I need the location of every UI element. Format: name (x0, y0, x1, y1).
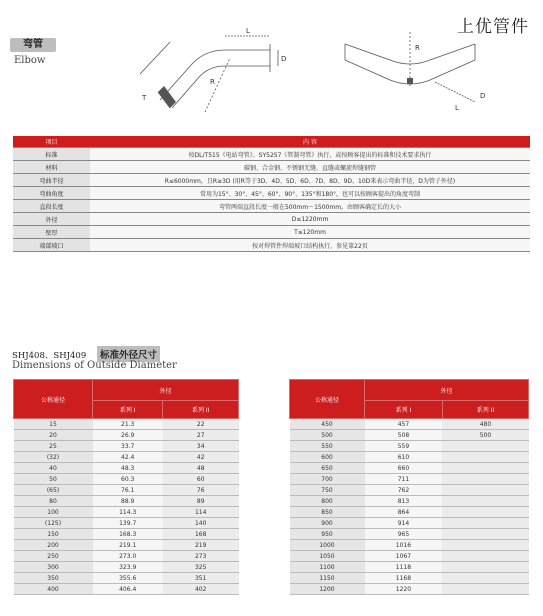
header-nominal-diameter: 公称通径 (14, 380, 93, 419)
cell-series-2 (442, 562, 528, 573)
spec-value: 常用为15°、30°、45°、60°、90°、135°和180°，也可以按顾客提出的角度弯制 (90, 187, 530, 200)
cell-series-1: 60.3 (93, 474, 163, 485)
cell-series-2 (442, 518, 528, 529)
cell-series-1: 660 (365, 463, 443, 474)
cell-nominal-diameter: 50 (14, 474, 93, 485)
table-row (14, 562, 239, 573)
cell-series-1: 1168 (365, 573, 443, 584)
cell-nominal-diameter: 1200 (290, 584, 365, 595)
spec-row (13, 213, 530, 226)
cell-series-1: 76.1 (93, 485, 163, 496)
spec-value: 按DL/T515《电站弯管》、SY5257《管制弯管》执行，或按顾客提出的标准和技术要求执行 (90, 148, 530, 161)
cell-series-1: 1118 (365, 562, 443, 573)
cell-nominal-diameter: 350 (14, 573, 93, 584)
cell-series-1: 508 (365, 430, 443, 441)
spec-value: T≤120mm (90, 226, 530, 239)
cell-series-1: 406.4 (93, 584, 163, 595)
cell-series-2: 34 (163, 441, 239, 452)
cell-series-2 (442, 573, 528, 584)
cell-series-1: 219.1 (93, 540, 163, 551)
table-row (290, 452, 529, 463)
table-row (290, 463, 529, 474)
dimension-table-right (289, 379, 529, 595)
spec-row (13, 239, 530, 252)
spec-key: 弯曲角度 (13, 187, 90, 200)
table-row (14, 584, 239, 595)
table-row (14, 430, 239, 441)
cell-nominal-diameter: 200 (14, 540, 93, 551)
cell-nominal-diameter: 40 (14, 463, 93, 474)
table-row (14, 496, 239, 507)
cell-nominal-diameter: 1100 (290, 562, 365, 573)
spec-key: 直段长度 (13, 200, 90, 213)
cell-nominal-diameter: 550 (290, 441, 365, 452)
cell-series-1: 48.3 (93, 463, 163, 474)
spec-header-row (13, 136, 530, 148)
cell-series-1: 762 (365, 485, 443, 496)
cell-nominal-diameter: 700 (290, 474, 365, 485)
cell-nominal-diameter: 500 (290, 430, 365, 441)
cell-nominal-diameter: 100 (14, 507, 93, 518)
cell-series-1: 610 (365, 452, 443, 463)
cell-series-2: 325 (163, 562, 239, 573)
cell-nominal-diameter: 15 (14, 419, 93, 430)
cell-series-2: 140 (163, 518, 239, 529)
cell-series-2: 48 (163, 463, 239, 474)
table-row (290, 518, 529, 529)
dimension-right-body (290, 419, 529, 595)
cell-series-1: 965 (365, 529, 443, 540)
cell-series-2: 402 (163, 584, 239, 595)
table-row (290, 496, 529, 507)
table-row (14, 452, 239, 463)
cell-series-2: 60 (163, 474, 239, 485)
spec-header-content: 内 容 (90, 136, 530, 148)
header-nominal-diameter-right: 公称通径 (290, 380, 365, 419)
table-row (290, 573, 529, 584)
cell-nominal-diameter: 80 (14, 496, 93, 507)
cell-nominal-diameter: (65) (14, 485, 93, 496)
cell-series-1: 559 (365, 441, 443, 452)
cell-series-2: 480 (442, 419, 528, 430)
table-row (290, 507, 529, 518)
cell-series-2: 22 (163, 419, 239, 430)
brand-name: 上优管件 (457, 17, 529, 37)
spec-body (13, 148, 530, 252)
table-row (14, 540, 239, 551)
section-title-en: Elbow (14, 55, 46, 66)
cell-series-1: 26.9 (93, 430, 163, 441)
spec-value: D≤1220mm (90, 213, 530, 226)
cell-series-1: 1220 (365, 584, 443, 595)
table-row (14, 485, 239, 496)
spec-value: 碳钢、合金钢、不锈钢无缝、直缝或螺旋焊缝钢管 (90, 161, 530, 174)
standard-title-en: Dimensions of Outside Diameter (12, 360, 177, 371)
cell-series-1: 355.6 (93, 573, 163, 584)
cell-nominal-diameter: 600 (290, 452, 365, 463)
label-R: R (210, 78, 215, 86)
table-row (14, 507, 239, 518)
cell-series-1: 914 (365, 518, 443, 529)
cell-series-2: 219 (163, 540, 239, 551)
cell-series-2 (442, 452, 528, 463)
header-series-2: 系列 II (163, 401, 239, 419)
cell-nominal-diameter: 450 (290, 419, 365, 430)
cell-series-2: 42 (163, 452, 239, 463)
spec-row (13, 200, 530, 213)
cell-series-2: 89 (163, 496, 239, 507)
dimension-table-left (13, 379, 239, 595)
table-row (14, 474, 239, 485)
table-row (290, 430, 529, 441)
cell-series-2 (442, 529, 528, 540)
table-row (290, 474, 529, 485)
cell-series-1: 813 (365, 496, 443, 507)
cell-series-1: 457 (365, 419, 443, 430)
spec-row (13, 226, 530, 239)
spec-key: 材料 (13, 161, 90, 174)
cell-nominal-diameter: 250 (14, 551, 93, 562)
cell-series-1: 273.0 (93, 551, 163, 562)
cell-nominal-diameter: 850 (290, 507, 365, 518)
table-row (290, 562, 529, 573)
cell-series-2 (442, 584, 528, 595)
cell-nominal-diameter: 25 (14, 441, 93, 452)
table-row (290, 441, 529, 452)
label-D2: D (480, 92, 486, 100)
cell-series-2 (442, 507, 528, 518)
label-R2: R (415, 44, 420, 52)
cell-series-1: 114.3 (93, 507, 163, 518)
spec-key: 端部坡口 (13, 239, 90, 252)
cell-series-1: 139.7 (93, 518, 163, 529)
table-row (14, 463, 239, 474)
cell-series-1: 88.9 (93, 496, 163, 507)
table-row (14, 529, 239, 540)
spec-key: 标准 (13, 148, 90, 161)
cell-nominal-diameter: 1050 (290, 551, 365, 562)
spec-row (13, 174, 530, 187)
spec-value: 弯管两端直段长度一般在500mm～1500mm，由顾客确定长的大小 (90, 200, 530, 213)
cell-series-2: 500 (442, 430, 528, 441)
cell-nominal-diameter: (125) (14, 518, 93, 529)
cell-series-1: 21.3 (93, 419, 163, 430)
table-row (290, 584, 529, 595)
header-series-2-right: 系列 II (442, 401, 528, 419)
cell-series-2 (442, 463, 528, 474)
spec-table (13, 136, 530, 252)
cell-series-2 (442, 441, 528, 452)
spec-row (13, 161, 530, 174)
table-row (290, 551, 529, 562)
table-row (14, 551, 239, 562)
cell-nominal-diameter: 20 (14, 430, 93, 441)
spec-row (13, 187, 530, 200)
cell-nominal-diameter: 1150 (290, 573, 365, 584)
cell-nominal-diameter: 800 (290, 496, 365, 507)
cell-series-2: 27 (163, 430, 239, 441)
spec-key: 壁厚 (13, 226, 90, 239)
table-row (290, 485, 529, 496)
cell-nominal-diameter: 400 (14, 584, 93, 595)
cell-series-1: 711 (365, 474, 443, 485)
cell-series-1: 323.9 (93, 562, 163, 573)
spec-key: 外径 (13, 213, 90, 226)
cell-series-2: 76 (163, 485, 239, 496)
cell-series-1: 1016 (365, 540, 443, 551)
cell-nominal-diameter: 900 (290, 518, 365, 529)
table-row (14, 419, 239, 430)
spec-header-item: 项目 (13, 136, 90, 148)
cell-nominal-diameter: 650 (290, 463, 365, 474)
header-outside-diameter: 外径 (93, 380, 239, 401)
cell-series-2: 273 (163, 551, 239, 562)
spec-key: 弯曲半径 (13, 174, 90, 187)
standard-code: SHJ408、SHJ409 (12, 351, 87, 361)
table-row (14, 573, 239, 584)
cell-nominal-diameter: 1000 (290, 540, 365, 551)
table-row (14, 518, 239, 529)
table-row (290, 529, 529, 540)
standard-title-cn: 标准外径尺寸 (97, 346, 160, 362)
cell-nominal-diameter: 150 (14, 529, 93, 540)
header-series-1-right: 系列 I (365, 401, 443, 419)
cell-series-2 (442, 540, 528, 551)
table-row (290, 540, 529, 551)
table-row (14, 441, 239, 452)
cell-series-2 (442, 485, 528, 496)
header-outside-diameter-right: 外径 (365, 380, 529, 401)
cell-series-2 (442, 474, 528, 485)
dimension-left-body (14, 419, 239, 595)
spec-value: R≤6000mm，且R≥3D (用R等于3D、4D、5D、6D、7D、8D、9D、10D来表示弯曲半径，D为管子外径) (90, 174, 530, 187)
cell-series-1: 33.7 (93, 441, 163, 452)
cell-series-2 (442, 496, 528, 507)
elbow-diagram-front (335, 22, 495, 117)
spec-value: 按对焊管件焊端坡口结构执行，参见第22页 (90, 239, 530, 252)
cell-series-2 (442, 551, 528, 562)
label-D: D (281, 55, 287, 63)
cell-series-1: 864 (365, 507, 443, 518)
header-series-1: 系列 I (93, 401, 163, 419)
table-row (290, 419, 529, 430)
cell-series-2: 351 (163, 573, 239, 584)
label-L: L (246, 27, 250, 35)
spec-row (13, 148, 530, 161)
cell-nominal-diameter: (32) (14, 452, 93, 463)
cell-nominal-diameter: 750 (290, 485, 365, 496)
cell-series-2: 114 (163, 507, 239, 518)
cell-nominal-diameter: 950 (290, 529, 365, 540)
section-title-cn: 弯管 (10, 38, 56, 52)
cell-series-1: 1067 (365, 551, 443, 562)
elbow-diagram-side (130, 22, 290, 117)
label-L2: L (455, 104, 459, 112)
label-T: T (142, 94, 147, 102)
cell-series-1: 42.4 (93, 452, 163, 463)
cell-nominal-diameter: 300 (14, 562, 93, 573)
cell-series-2: 168 (163, 529, 239, 540)
cell-series-1: 168.3 (93, 529, 163, 540)
